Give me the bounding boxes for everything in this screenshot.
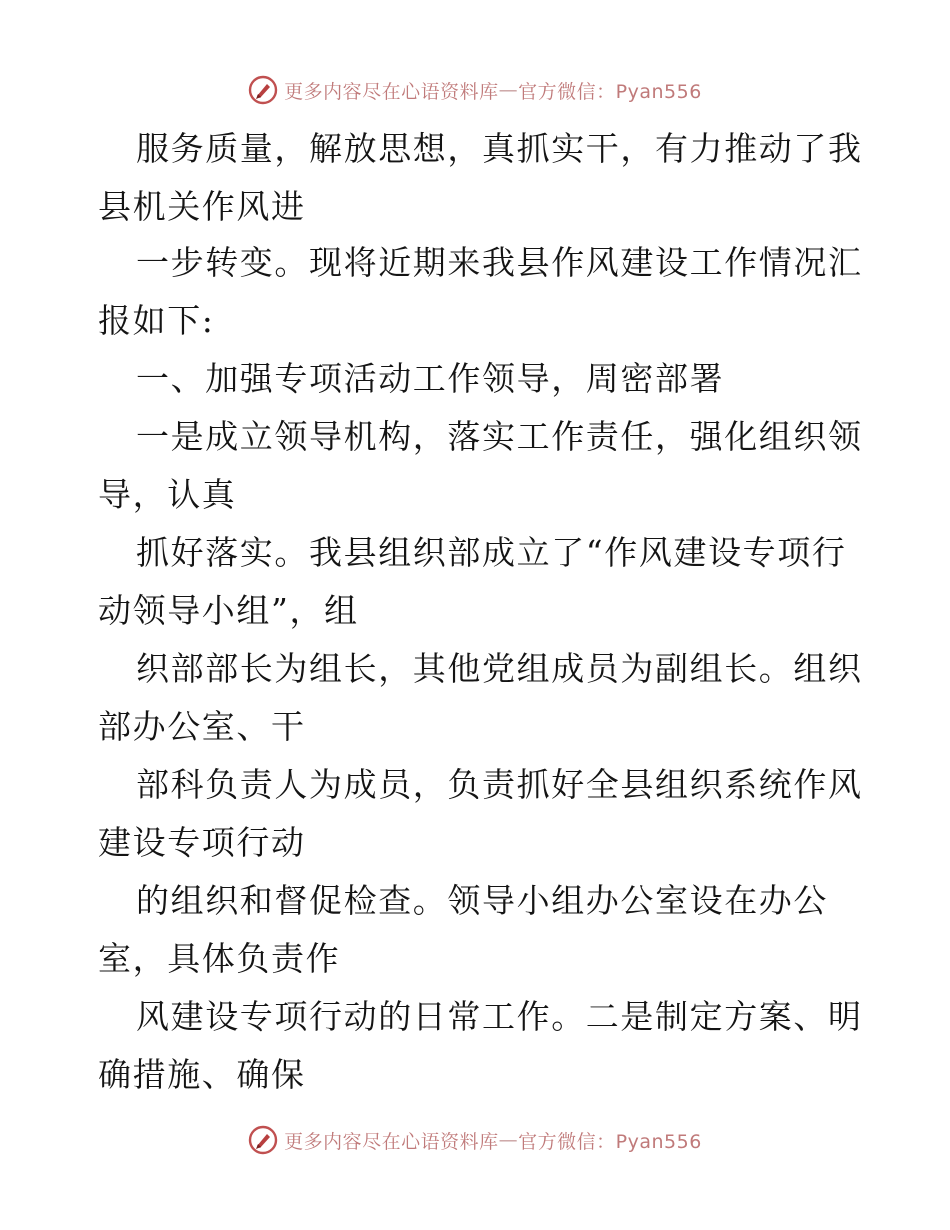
text-line: 部办公室、干 xyxy=(98,707,306,746)
watermark-text: 更多内容尽在心语资料库 xyxy=(284,1130,499,1153)
section-heading: 一、加强专项活动工作领导，周密部署 xyxy=(136,359,725,398)
text-line: 县机关作风进 xyxy=(98,187,306,226)
text-line: 风建设专项行动的日常工作。二是制定方案、明 xyxy=(136,997,863,1036)
watermark-text: 更多内容尽在心语资料库 xyxy=(284,80,499,103)
pen-nib-logo-icon xyxy=(248,1125,278,1155)
header-watermark xyxy=(0,70,950,110)
watermark-separator: — xyxy=(498,79,519,101)
text-line: 建设专项行动 xyxy=(98,823,306,862)
text-line: 服务质量，解放思想，真抓实干，有力推动了我 xyxy=(136,129,863,168)
text-line: 一是成立领导机构，落实工作责任，强化组织领 xyxy=(136,417,863,456)
watermark-separator: — xyxy=(498,1129,519,1151)
text-line: 一步转变。现将近期来我县作风建设工作情况汇 xyxy=(136,243,863,282)
text-line: 导，认真 xyxy=(98,475,237,514)
text-line: 报如下: xyxy=(98,301,215,340)
footer-watermark xyxy=(0,1120,950,1160)
text-line: 确措施、确保 xyxy=(98,1055,306,1094)
text-line: 的组织和督促检查。领导小组办公室设在办公 xyxy=(136,881,828,920)
text-line: 部科负责人为成员，负责抓好全县组织系统作风 xyxy=(136,765,863,804)
watermark-contact: 官方微信：Pyan556 xyxy=(518,80,702,103)
watermark-contact: 官方微信：Pyan556 xyxy=(518,1130,702,1153)
text-line: 动领导小组”，组 xyxy=(98,591,359,630)
pen-nib-logo-icon xyxy=(248,75,278,105)
text-line: 室，具体负责作 xyxy=(98,939,341,978)
text-line: 抓好落实。我县组织部成立了“作风建设专项行 xyxy=(136,533,847,572)
text-line: 织部部长为组长，其他党组成员为副组长。组织 xyxy=(136,649,863,688)
